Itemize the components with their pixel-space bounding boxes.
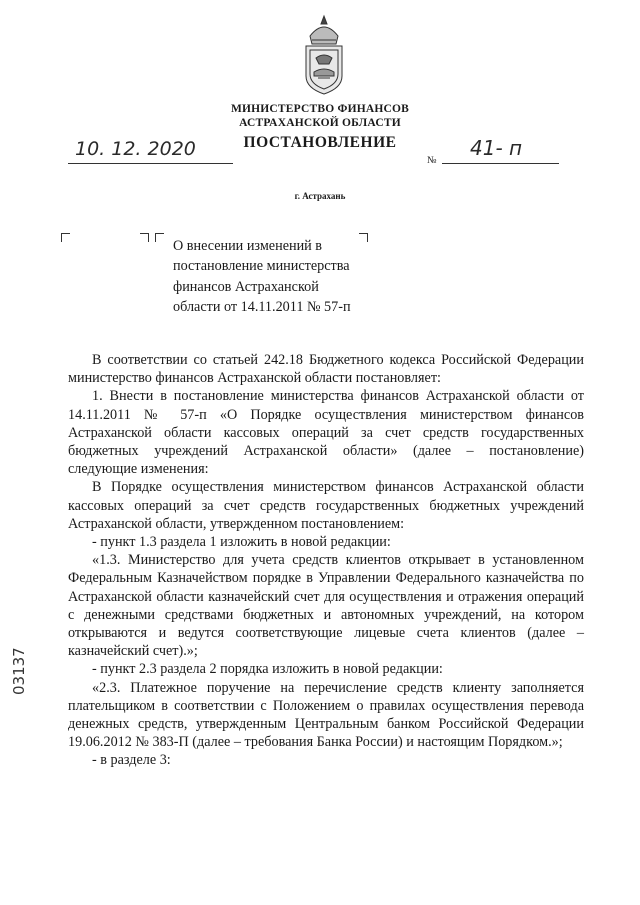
body-paragraph: В соответствии со статьей 242.18 Бюджетного кодекса Российской Федерации министерство финансов Астраханской области постановляет: xyxy=(68,352,584,387)
body-paragraph: В Порядке осуществления министерством финансов Астраханской области кассовых операций за счет средств государственных бюджетных учреждений Астраханской области, утвержденном постановлением: xyxy=(68,479,584,532)
bracket-corner xyxy=(155,233,164,242)
date-underline xyxy=(68,163,233,164)
body-paragraph: - пункт 2.3 раздела 2 порядка изложить в новой редакции: xyxy=(92,661,443,678)
subject-line: финансов Астраханской xyxy=(173,279,319,295)
ministry-name-line1: МИНИСТЕРСТВО ФИНАНСОВ xyxy=(230,103,410,115)
number-underline xyxy=(442,163,559,164)
subject-line: О внесении изменений в xyxy=(173,238,323,254)
body-paragraph: «2.3. Платежное поручение на перечисление средств клиенту заполняется плательщиком в соответствии с Положением о правилах осуществления перевода денежных средств, утвержденным Центральным банком Российской Федерации 19.06.2012 № 383-П (далее – требования Банка России) и настоящим Порядком.»; xyxy=(68,679,584,751)
document-type-title: ПОСТАНОВЛЕНИЕ xyxy=(243,134,397,151)
subject-line: постановление министерства xyxy=(173,258,350,274)
document-date: 10. 12. 2020 xyxy=(75,138,196,160)
ministry-name-line2: АСТРАХАНСКОЙ ОБЛАСТИ xyxy=(239,117,401,129)
bracket-corner xyxy=(61,233,70,242)
document-body xyxy=(68,351,584,770)
coat-of-arms-icon xyxy=(296,14,352,98)
side-registration-code: 03137 xyxy=(10,647,28,695)
body-paragraph: 1. Внести в постановление министерства финансов Астраханской области от 14.11.2011 № 57-п «О Порядке осуществления министерством финансов Астраханской области кассовых операций за счет средств государственных бюджетных учреждений Астраханской области» (далее – постановление) следующие изменения: xyxy=(68,388,584,478)
body-paragraph: - пункт 1.3 раздела 1 изложить в новой редакции: xyxy=(92,534,391,551)
body-paragraph: «1.3. Министерство для учета средств клиентов открывает в установленном Федеральным Казначейством порядке в Управлении Федерального казначейства по Астраханской области казначейский счет для осуществления и отражения операций с денежными средствами бюджетных и автономных учреждений, на котором открываются и ведутся соответствующие лицевые счета клиентов (далее – казначейский счет).»; xyxy=(68,552,584,660)
subject-line: области от 14.11.2011 № 57-п xyxy=(173,299,351,315)
bracket-corner xyxy=(140,233,149,242)
city-label: г. Астрахань xyxy=(294,191,346,201)
bracket-corner xyxy=(359,233,368,242)
number-sign: № xyxy=(427,155,437,166)
body-paragraph: - в разделе 3: xyxy=(92,752,171,769)
document-number: 41- п xyxy=(470,136,523,160)
